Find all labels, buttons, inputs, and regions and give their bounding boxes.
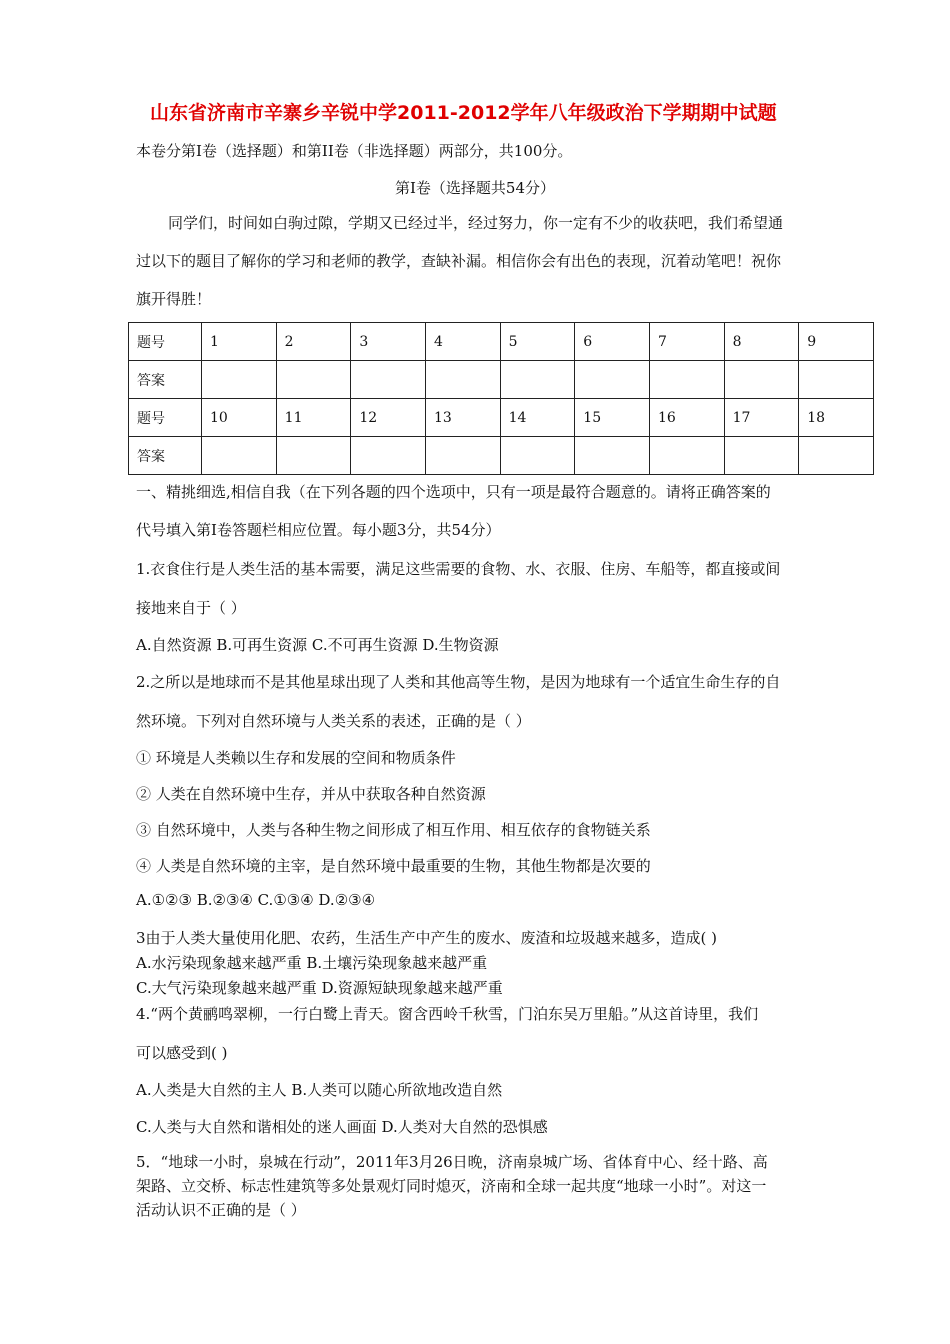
table-row: [129, 399, 874, 437]
q2-stem-line-2: 然环境。下列对自然环境与人类关系的表述，正确的是（ ）: [136, 712, 531, 730]
question-number: 15: [575, 399, 650, 437]
answer-cell[interactable]: [351, 437, 426, 475]
q1-stem-line-2: 接地来自于（ ）: [136, 599, 246, 617]
q2-stem-line-1: 2.之所以是地球而不是其他星球出现了人类和其他高等生物，是因为地球有一个适宜生命生存的自: [136, 673, 781, 691]
answer-cell[interactable]: [500, 437, 575, 475]
q5-stem-line-2: 架路、立交桥、标志性建筑等多处景观灯同时熄灭，济南和全球一起共度“地球一小时”。对这一: [136, 1177, 767, 1195]
question-number: 3: [351, 323, 426, 361]
question-number: 13: [425, 399, 500, 437]
table-row: [129, 323, 874, 361]
row-label: 题号: [129, 399, 202, 437]
answer-cell[interactable]: [799, 361, 874, 399]
q4-stem-line-2: 可以感受到( ): [136, 1044, 228, 1062]
question-number: 17: [724, 399, 799, 437]
q2-item-1: ① 环境是人类赖以生存和发展的空间和物质条件: [136, 749, 456, 767]
question-number: 9: [799, 323, 874, 361]
page-title: 山东省济南市辛寨乡辛锐中学2011-2012学年八年级政治下学期期中试题: [150, 102, 777, 124]
question-number: 18: [799, 399, 874, 437]
section-title: 第Ⅰ卷（选择题共54分）: [394, 179, 555, 197]
q2-item-2: ② 人类在自然环境中生存，并从中获取各种自然资源: [136, 785, 486, 803]
q2-item-4: ④ 人类是自然环境的主宰，是自然环境中最重要的生物，其他生物都是次要的: [136, 857, 651, 875]
q5-stem-line-1: 5．“地球一小时，泉城在行动”，2011年3月26日晚，济南泉城广场、省体育中心、经十路、高: [136, 1153, 768, 1171]
answer-cell[interactable]: [351, 361, 426, 399]
answer-cell[interactable]: [649, 361, 724, 399]
instructions-line-1: 一、精挑细选,相信自我（在下列各题的四个选项中，只有一项是最符合题意的。请将正确答案的: [136, 483, 771, 501]
answer-cell[interactable]: [425, 437, 500, 475]
q3-options-line-1: A.水污染现象越来越严重 B.土壤污染现象越来越严重: [136, 954, 488, 972]
question-number: 2: [276, 323, 351, 361]
greeting-line-2: 过以下的题目了解你的学习和老师的教学，查缺补漏。相信你会有出色的表现，沉着动笔吧！祝你: [136, 252, 782, 270]
instructions-line-2: 代号填入第Ⅰ卷答题栏相应位置。每小题3分，共54分）: [136, 521, 501, 539]
q2-item-3: ③ 自然环境中，人类与各种生物之间形成了相互作用、相互依存的食物链关系: [136, 821, 651, 839]
q4-options-line-1: A.人类是大自然的主人 B.人类可以随心所欲地改造自然: [136, 1081, 503, 1099]
question-number: 11: [276, 399, 351, 437]
question-number: 14: [500, 399, 575, 437]
table-row: [129, 361, 874, 399]
question-number: 6: [575, 323, 650, 361]
question-number: 12: [351, 399, 426, 437]
q4-options-line-2: C.人类与大自然和谐相处的迷人画面 D.人类对大自然的恐惧感: [136, 1118, 548, 1136]
question-number: 4: [425, 323, 500, 361]
answer-cell[interactable]: [276, 437, 351, 475]
greeting-line-1: 同学们，时间如白驹过隙，学期又已经过半，经过努力，你一定有不少的收获吧，我们希望通: [168, 214, 784, 232]
q2-options: A.①②③ B.②③④ C.①③④ D.②③④: [136, 891, 376, 909]
answer-cell[interactable]: [425, 361, 500, 399]
answer-cell[interactable]: [649, 437, 724, 475]
row-label: 题号: [129, 323, 202, 361]
answer-table: [128, 322, 874, 475]
intro-text: 本卷分第Ⅰ卷（选择题）和第II卷（非选择题）两部分，共100分。: [136, 142, 573, 160]
q5-stem-line-3: 活动认识不正确的是（ ）: [136, 1201, 306, 1219]
q4-stem-line-1: 4.“两个黄鹂鸣翠柳，一行白鹭上青天。窗含西岭千秋雪，门泊东吴万里船。”从这首诗里，我们: [136, 1005, 759, 1023]
answer-cell[interactable]: [575, 361, 650, 399]
question-number: 10: [202, 399, 277, 437]
answer-cell[interactable]: [575, 437, 650, 475]
q3-stem: 3由于人类大量使用化肥、农药，生活生产中产生的废水、废渣和垃圾越来越多，造成( ): [136, 929, 718, 947]
q1-stem-line-1: 1.衣食住行是人类生活的基本需要，满足这些需要的食物、水、衣服、住房、车船等，都直接或间: [136, 560, 781, 578]
question-number: 1: [202, 323, 277, 361]
question-number: 8: [724, 323, 799, 361]
greeting-line-3: 旗开得胜！: [136, 290, 212, 308]
answer-cell[interactable]: [799, 437, 874, 475]
question-number: 16: [649, 399, 724, 437]
answer-cell[interactable]: [724, 361, 799, 399]
question-number: 7: [649, 323, 724, 361]
answer-cell[interactable]: [276, 361, 351, 399]
question-number: 5: [500, 323, 575, 361]
q3-options-line-2: C.大气污染现象越来越严重 D.资源短缺现象越来越严重: [136, 979, 503, 997]
row-label: 答案: [129, 437, 202, 475]
answer-cell[interactable]: [500, 361, 575, 399]
answer-cell[interactable]: [724, 437, 799, 475]
table-row: [129, 437, 874, 475]
row-label: 答案: [129, 361, 202, 399]
answer-cell[interactable]: [202, 361, 277, 399]
answer-cell[interactable]: [202, 437, 277, 475]
q1-options: A.自然资源 B.可再生资源 C.不可再生资源 D.生物资源: [136, 636, 499, 654]
